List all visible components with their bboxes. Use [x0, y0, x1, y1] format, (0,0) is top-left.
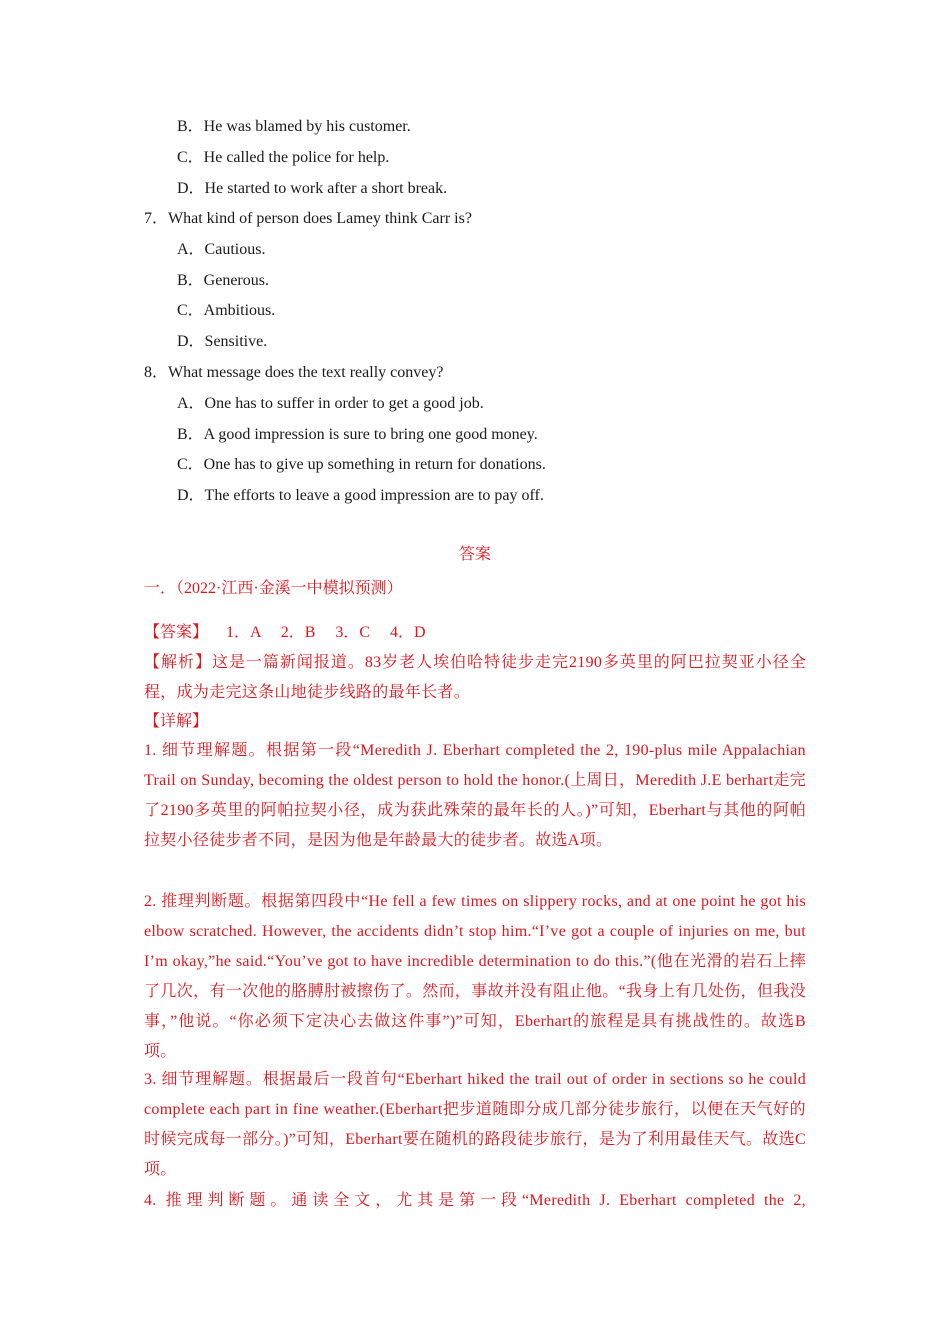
analysis-paragraph	[144, 648, 806, 708]
q6-option-b: B．He was blamed by his customer.	[177, 118, 411, 135]
detail-item-1: 1. 细节理解题。根据第一段“Meredith J. Eberhart completed the 2, 190-plus mile Appalachian Trail on Sunday, becoming the oldest person to hold the honor.(上周日，Meredith J.E berhart走完了2190多英里的阿帕拉契小径，成为获此殊荣的最年长的人。)”可知，Eberhart与其他的阿帕拉契小径徒步者不同，是因为他是年龄最大的徒步者。故选A项。	[144, 742, 806, 849]
q6-option-d: D．He started to work after a short break.	[177, 180, 448, 197]
detail-item-3: 3. 细节理解题。根据最后一段首句“Eberhart hiked the trail out of order in sections so he could complete each part in fine weather.(Eberhart把步道随即分成几部分徒步旅行，以便在天气好的时候完成每一部分。)”可知，Eberhart要在随机的路段徒步旅行，是为了利用最佳天气。故选C项。	[144, 1071, 806, 1178]
q8-option-c: C．One has to give up something in return for donations.	[177, 456, 546, 473]
q8-option-d: D．The efforts to leave a good impression are to pay off.	[177, 487, 544, 504]
q7-option-a: A．Cautious.	[177, 241, 266, 258]
q8-option-a: A．One has to suffer in order to get a good job.	[177, 395, 484, 412]
answer-key-label: 【答案】	[144, 624, 209, 641]
answer-key-values: 1．A 2．B 3．C 4．D	[226, 624, 426, 641]
answers-section-title: 一．（2022·江西·金溪一中模拟预测）	[144, 580, 403, 597]
answers-heading: 答案	[458, 546, 491, 563]
detail-item-4: 4. 推理判断题。通读全文，尤其是第一段“Meredith J. Eberhart completed the 2,	[144, 1192, 806, 1209]
q7-stem: 7．What kind of person does Lamey think Carr is?	[144, 210, 472, 227]
q8-option-b: B．A good impression is sure to bring one good money.	[177, 426, 538, 443]
q7-option-b: B．Generous.	[177, 272, 269, 289]
q8-stem: 8．What message does the text really convey?	[144, 364, 444, 381]
detail-label: 【详解】	[144, 713, 209, 730]
q7-option-d: D．Sensitive.	[177, 333, 268, 350]
q7-option-c: C．Ambitious.	[177, 302, 276, 319]
detail-item-2: 2. 推理判断题。根据第四段中“He fell a few times on slippery rocks, and at one point he got his elbow scratched. However, the accidents didn’t stop him.“I’ve got a couple of injuries on me, but I’m okay,”he said.“You’ve got to have incredible determination to do this.”(他在光滑的岩石上摔了几次，有一次他的胳膊肘被擦伤了。然而，事故并没有阻止他。“我身上有几处伤，但我没事，”他说。“你必须下定决心去做这件事”)”可知，Eberhart的旅程是具有挑战性的。故选B项。	[144, 893, 806, 1060]
answer-key-row	[144, 623, 426, 643]
analysis-label: 【解析】	[144, 654, 212, 671]
q6-option-c: C．He called the police for help.	[177, 149, 390, 166]
analysis-text: 这是一篇新闻报道。83岁老人埃伯哈特徒步走完2190多英里的阿巴拉契亚小径全程，成为走完这条山地徒步线路的最年长者。	[144, 654, 806, 701]
